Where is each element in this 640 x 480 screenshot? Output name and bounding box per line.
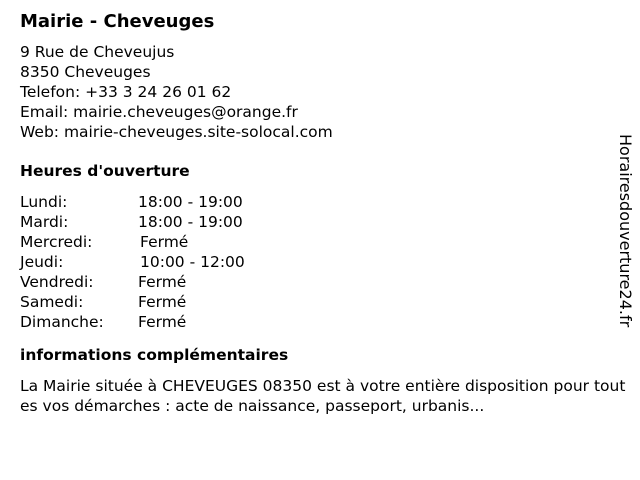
phone-line[interactable]: Telefon: +33 3 24 26 01 62 (20, 83, 232, 101)
hours-row-vendredi (20, 272, 630, 292)
listing-card (20, 10, 630, 416)
contact-block (20, 42, 630, 142)
hours-row-lundi (20, 192, 630, 212)
day-label: Mardi: (20, 213, 69, 231)
day-label: Dimanche: (20, 313, 104, 331)
street-address: 9 Rue de Cheveujus (20, 43, 175, 61)
day-label: Vendredi: (20, 273, 94, 291)
city-postal: 8350 Cheveuges (20, 63, 151, 81)
day-time: 18:00 - 19:00 (138, 213, 243, 231)
hours-row-mercredi (20, 232, 630, 252)
page-title: Mairie - Cheveuges (20, 11, 215, 32)
day-time: Fermé (138, 313, 187, 331)
email-line[interactable]: Email: mairie.cheveuges@orange.fr (20, 103, 298, 121)
hours-table (20, 192, 630, 332)
day-label: Jeudi: (20, 253, 64, 271)
hours-row-mardi (20, 212, 630, 232)
hours-row-jeudi (20, 252, 630, 272)
day-time: Fermé (140, 233, 189, 251)
info-description: La Mairie située à CHEVEUGES 08350 est à votre entière disposition pour toutes vos démarches : acte de naissance, passeport, urbanis... (20, 377, 626, 415)
day-label: Mercredi: (20, 233, 93, 251)
day-time: Fermé (138, 293, 187, 311)
hours-heading: Heures d'ouverture (20, 162, 190, 180)
side-brand-watermark: Horairesdouverture24.fr (616, 134, 635, 328)
hours-row-dimanche (20, 312, 630, 332)
day-time: 18:00 - 19:00 (138, 193, 243, 211)
day-time: 10:00 - 12:00 (140, 253, 245, 271)
day-label: Samedi: (20, 293, 84, 311)
web-line[interactable]: Web: mairie-cheveuges.site-solocal.com (20, 123, 333, 141)
day-label: Lundi: (20, 193, 68, 211)
info-heading: informations complémentaires (20, 346, 289, 364)
hours-row-samedi (20, 292, 630, 312)
day-time: Fermé (138, 273, 187, 291)
